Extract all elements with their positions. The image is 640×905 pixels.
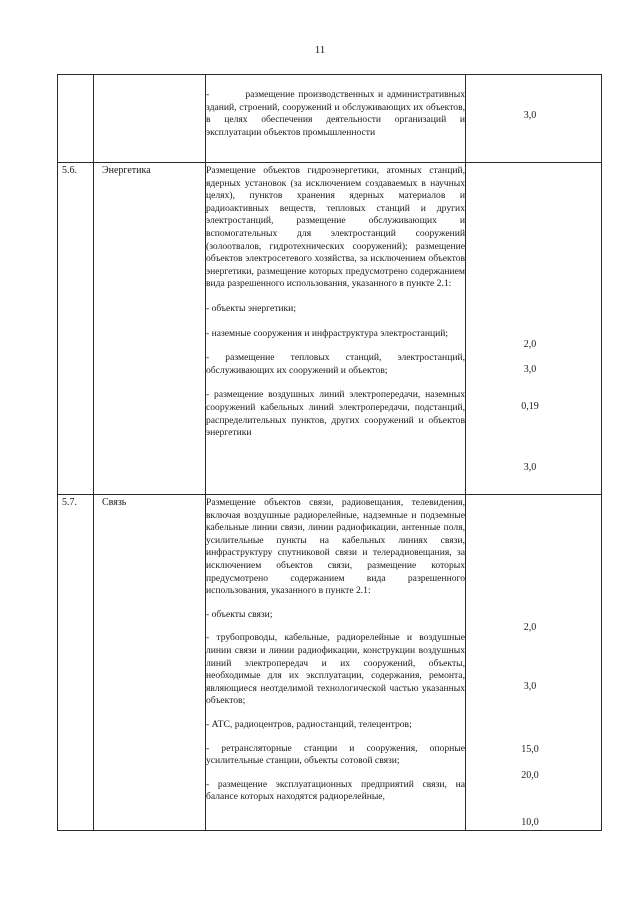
land-use-table: [57, 74, 602, 831]
row-description-cell: [206, 163, 466, 495]
description-item: - объекты энергетики;: [206, 302, 296, 314]
row-name-cell: [94, 75, 206, 163]
table-row: [58, 163, 602, 495]
value-item: 3,0: [523, 462, 537, 473]
row-description-cell: [206, 75, 466, 163]
value-item: 10,0: [521, 817, 539, 828]
row-value-cell: [466, 495, 602, 831]
row-value-cell: [466, 75, 602, 163]
description-item: - размещение тепловых станций, электростанций, обслуживающих их сооружений и объектов;: [206, 352, 465, 376]
row-description-cell: [206, 495, 466, 831]
description-item: - ретрансляторные станции и сооружения, опорные усилительные станции, объекты сотовой связи;: [206, 742, 465, 767]
description-item: - размещение производственных и административных зданий, строений, сооружений и обслуживающих их объектов, в целях обеспечения деятельности организаций и эксплуатации объектов промышленности: [206, 89, 465, 138]
description-item: Размещение объектов гидроэнергетики, атомных станций, ядерных установок (за исключением создаваемых в научных целях), пунктов хранения ядерных материалов и радиоактивных веществ, тепловых станций и других электростанций, размещение обслуживающих и вспомогательных для электростанций сооружений (золоотвалов, гидротехнических сооружений); размещение объектов электросетевого хозяйства, за исключением объектов энергетики, размещение которых предусмотрено содержанием вида разрешенного использования, указанного в пункте 2.1:: [206, 165, 465, 290]
description-item: - размещение воздушных линий электропередачи, наземных сооружений кабельных линий электропередачи, подстанций, распределительных пунктов, других сооружений и объектов энергетики: [206, 389, 465, 439]
value-item: 3,0: [523, 681, 537, 692]
description-item: - наземные сооружения и инфраструктура электростанций;: [206, 327, 449, 339]
row-number-cell: 5.7.: [58, 495, 94, 831]
value-item: 2,0: [523, 622, 537, 633]
value-item: 0,19: [521, 401, 539, 412]
value-item: 2,0: [523, 339, 537, 350]
description-item: - АТС, радиоцентров, радиостанций, телецентров;: [206, 718, 412, 730]
description-item: - трубопроводы, кабельные, радиорелейные и воздушные линии связи и линии радиофикации, конструкции воздушных линий электропередач и их сооружений, объекты, необходимые для их эксплуатации, содержания, ремонта, являющиеся неотделимой технологической частью указанных объектов;: [206, 632, 465, 707]
description-item: - объекты связи;: [206, 608, 273, 620]
description-item: Размещение объектов связи, радиовещания, телевидения, включая воздушные радиорелейные, надземные и подземные кабельные линии связи, линии радиофикации, антенные поля, усилительные пункты на кабельных линиях связи, инфраструктуру спутниковой связи и телерадиовещания, за исключением объектов связи, размещение которых предусмотрено содержанием вида разрешенного использования, указанного в пункте 2.1:: [206, 497, 465, 597]
row-name-cell: Энергетика: [94, 163, 206, 495]
description-item: - размещение эксплуатационных предприятий связи, на балансе которых находятся радиорелейные,: [206, 778, 465, 803]
page-number: 11: [314, 44, 326, 56]
table-row: [58, 495, 602, 831]
table-row: [58, 75, 602, 163]
row-number-cell: 5.6.: [58, 163, 94, 495]
value-item: 3,0: [523, 364, 537, 375]
row-value-cell: [466, 163, 602, 495]
value-item: 20,0: [521, 770, 539, 781]
row-name-cell: Связь: [94, 495, 206, 831]
value-item: 3,0: [523, 110, 537, 121]
value-item: 15,0: [521, 744, 539, 755]
row-number-cell: [58, 75, 94, 163]
